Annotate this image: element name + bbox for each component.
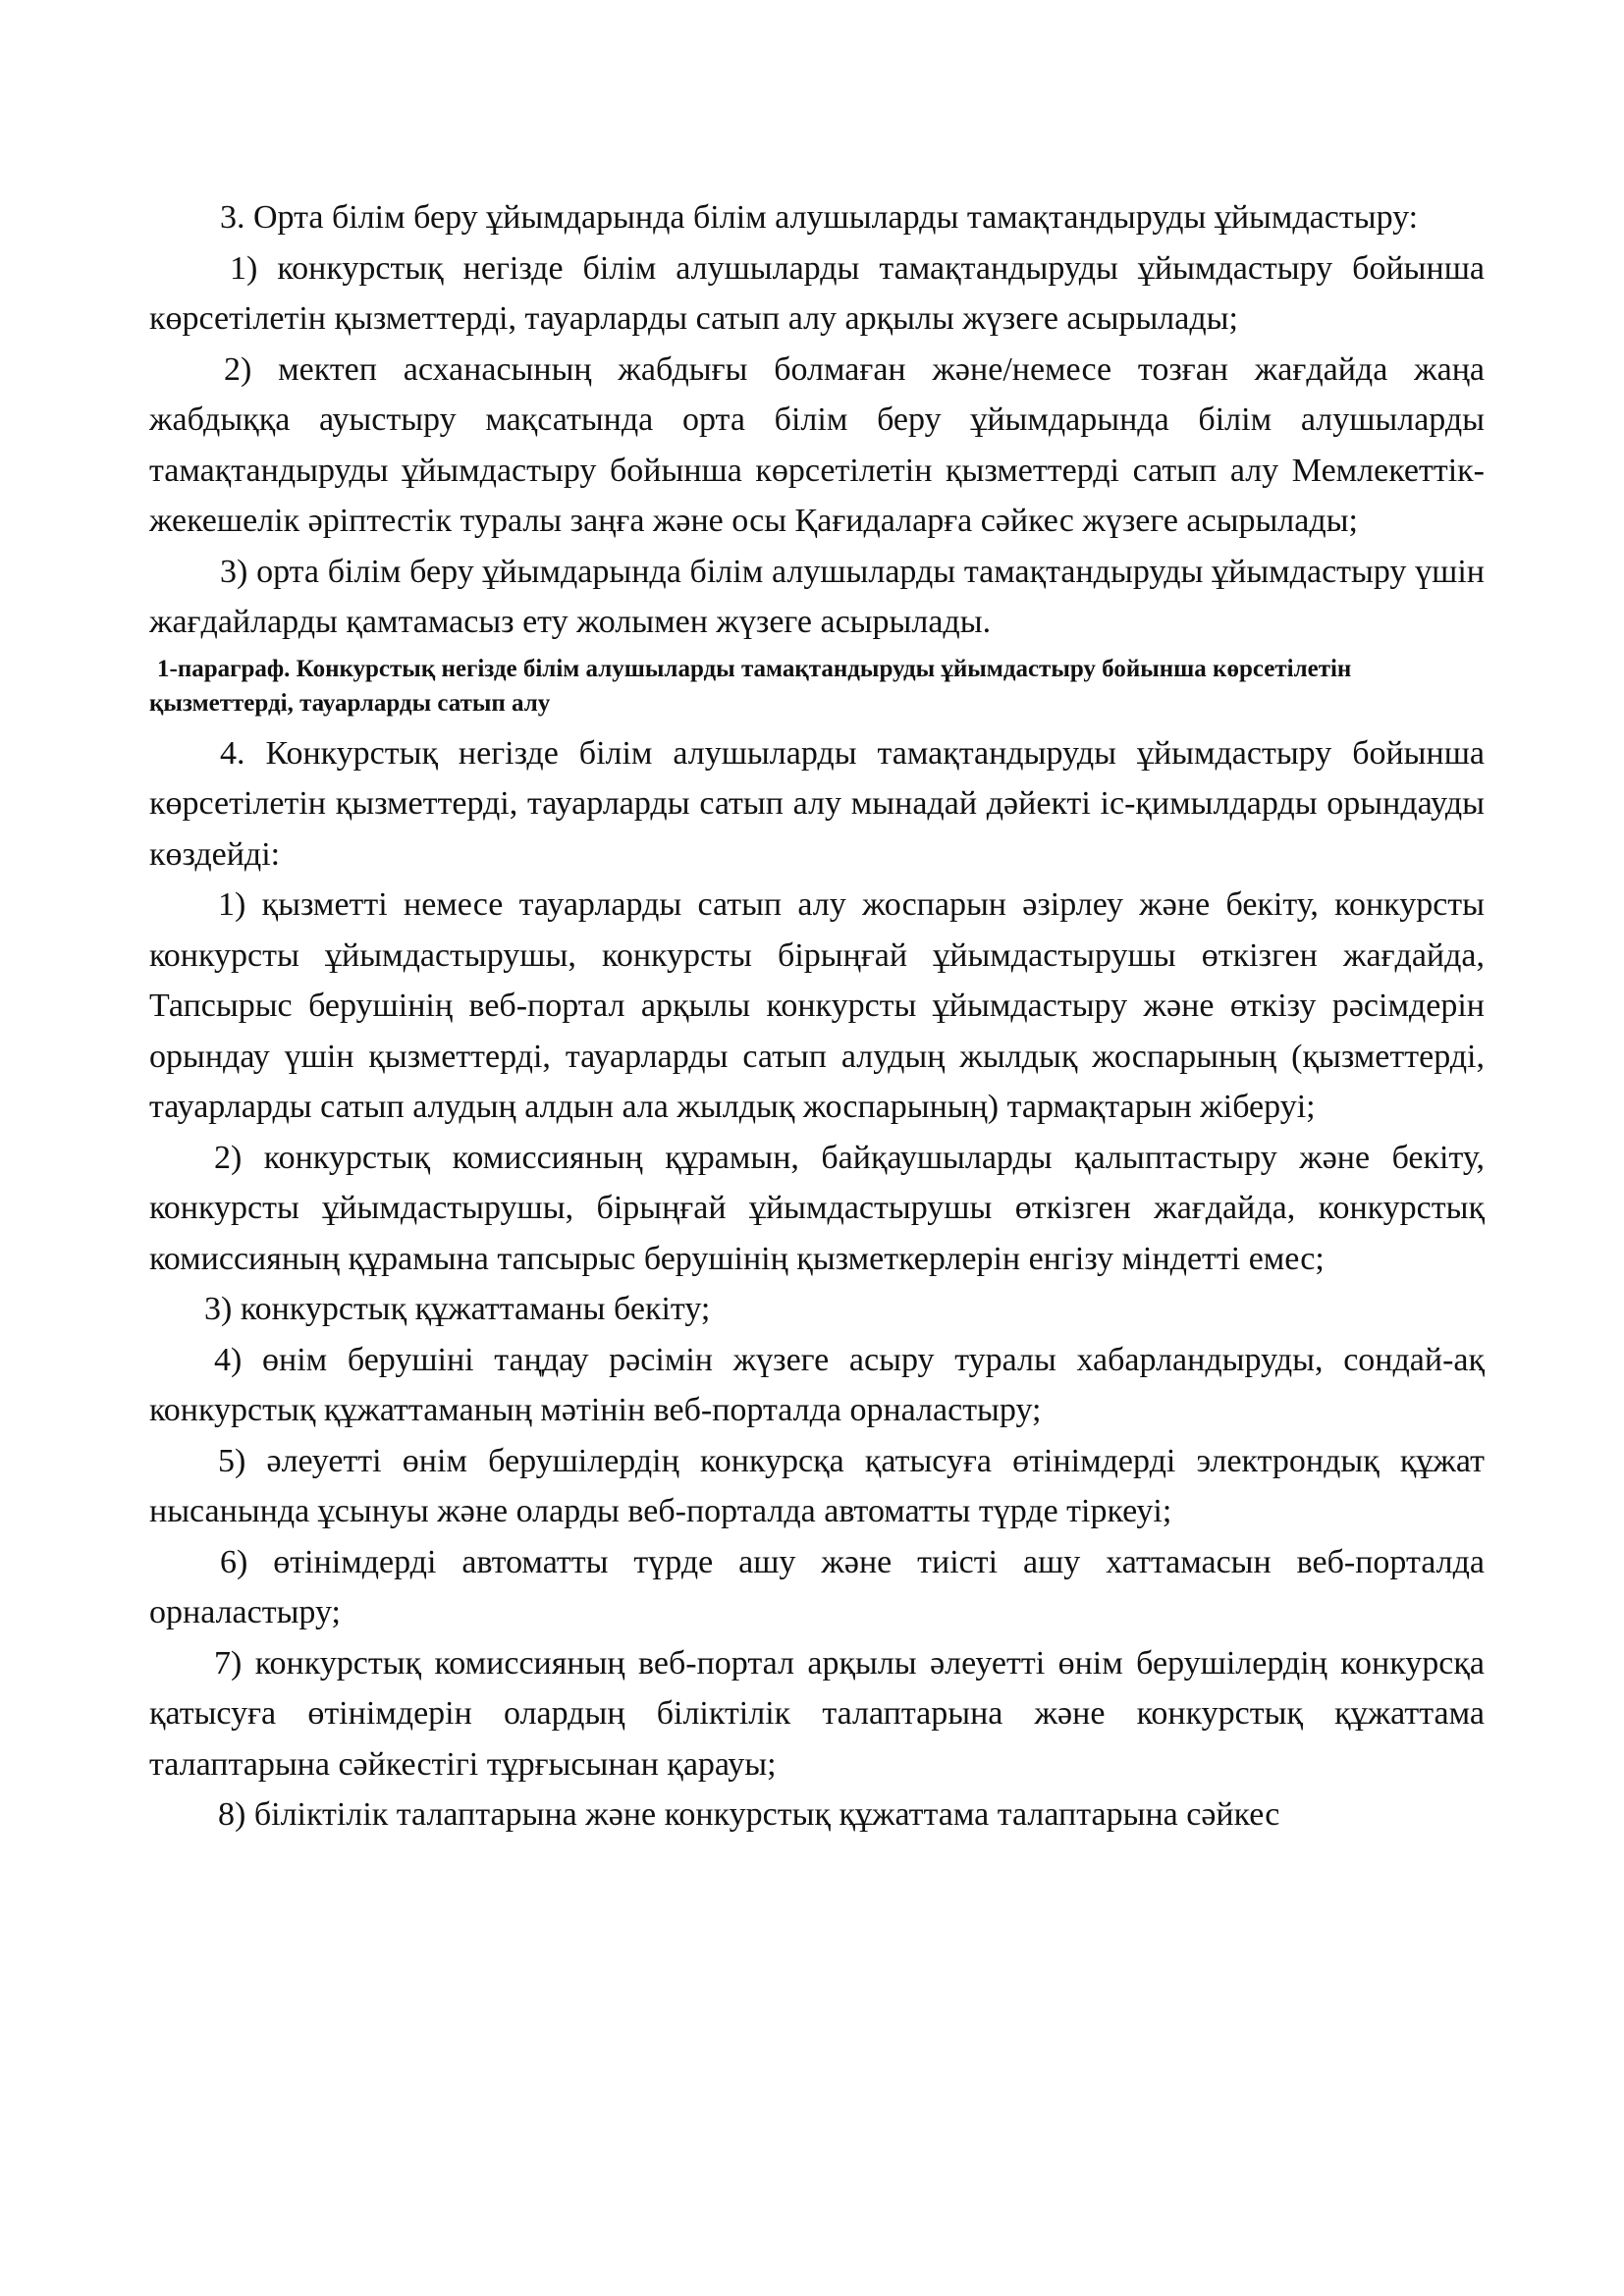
document-page <box>149 192 1485 1841</box>
section-heading: 1-параграф. Конкурстық негізде білім алушыларды тамақтандыруды ұйымдастыру бойынша көрсетілетін қызметтерді, тауарларды сатып алу <box>149 655 1352 717</box>
paragraph-3-item-1: 1) конкурстық негізде білім алушыларды тамақтандыруды ұйымдастыру бойынша көрсетілетін қызметтерді, тауарларды сатып алу арқылы жүзеге асырылады; <box>149 249 1485 337</box>
paragraph-4-item-3: 3) конкурстық құжаттаманы бекіту; <box>204 1291 711 1327</box>
paragraph-4-item-8: 8) біліктілік талаптарына және конкурстық құжаттама талаптарына сәйкес <box>218 1796 1280 1833</box>
paragraph-3-item-2: 2) мектеп асханасының жабдығы болмаған және/немесе тозған жағдайда жаңа жабдыққа ауыстыру мақсатында орта білім беру ұйымдарында білім алушыларды тамақтандыруды ұйымдастыру бойынша көрсетілетін қызметтерді сатып алу Мемлекеттік-жекешелік әріптестік туралы заңға және осы Қағидаларға сәйкес жүзеге асырылады; <box>149 350 1485 539</box>
paragraph-4: 4. Конкурстық негізде білім алушыларды тамақтандыруды ұйымдастыру бойынша көрсетілетін қызметтерді, тауарларды сатып алу мынадай дәйекті іс-қимылдарды орындауды көздейді: <box>149 734 1485 873</box>
paragraph-4-item-4: 4) өнім берушіні таңдау рәсімін жүзеге асыру туралы хабарландыруды, сондай-ақ конкурстық құжаттаманың мәтінін веб-порталда орналастыру; <box>149 1341 1485 1428</box>
paragraph-4-item-2: 2) конкурстық комиссияның құрамын, байқаушыларды қалыптастыру және бекіту, конкурсты ұйымдастырушы, бірыңғай ұйымдастырушы өткізген жағдайда, конкурстық комиссияның құрамына тапсырыс берушінің қызметкерлерін енгізу міндетті емес; <box>149 1139 1485 1277</box>
paragraph-4-item-7: 7) конкурстық комиссияның веб-портал арқылы әлеуетті өнім берушілердің конкурсқа қатысуға өтінімдерін олардың біліктілік талаптарына және конкурстық құжаттама талаптарына сәйкестігі тұрғысынан қарауы; <box>149 1644 1485 1783</box>
paragraph-3: 3. Орта білім беру ұйымдарында білім алушыларды тамақтандыруды ұйымдастыру: <box>220 199 1419 236</box>
paragraph-4-item-6: 6) өтінімдерді автоматты түрде ашу және тиісті ашу хаттамасын веб-порталда орналастыру; <box>149 1543 1485 1630</box>
paragraph-4-item-1: 1) қызметті немесе тауарларды сатып алу жоспарын әзірлеу және бекіту, конкурсты конкурсты ұйымдастырушы, конкурсты бірыңғай ұйымдастырушы өткізген жағдайда, Тапсырыс берушінің веб-портал арқылы конкурсты ұйымдастыру және өткізу рәсімдерін орындау үшін қызметтерді, тауарларды сатып алудың жылдық жоспарының (қызметтерді, тауарларды сатып алудың алдын ала жылдық жоспарының) тармақтарын жіберуі; <box>149 886 1485 1125</box>
paragraph-4-item-5: 5) әлеуетті өнім берушілердің конкурсқа қатысуға өтінімдерді электрондық құжат нысанында ұсынуы және оларды веб-порталда автоматты түрде тіркеуі; <box>149 1442 1485 1529</box>
paragraph-3-item-3: 3) орта білім беру ұйымдарында білім алушыларды тамақтандыруды ұйымдастыру үшін жағдайларды қамтамасыз ету жолымен жүзеге асырылады. <box>149 553 1485 640</box>
